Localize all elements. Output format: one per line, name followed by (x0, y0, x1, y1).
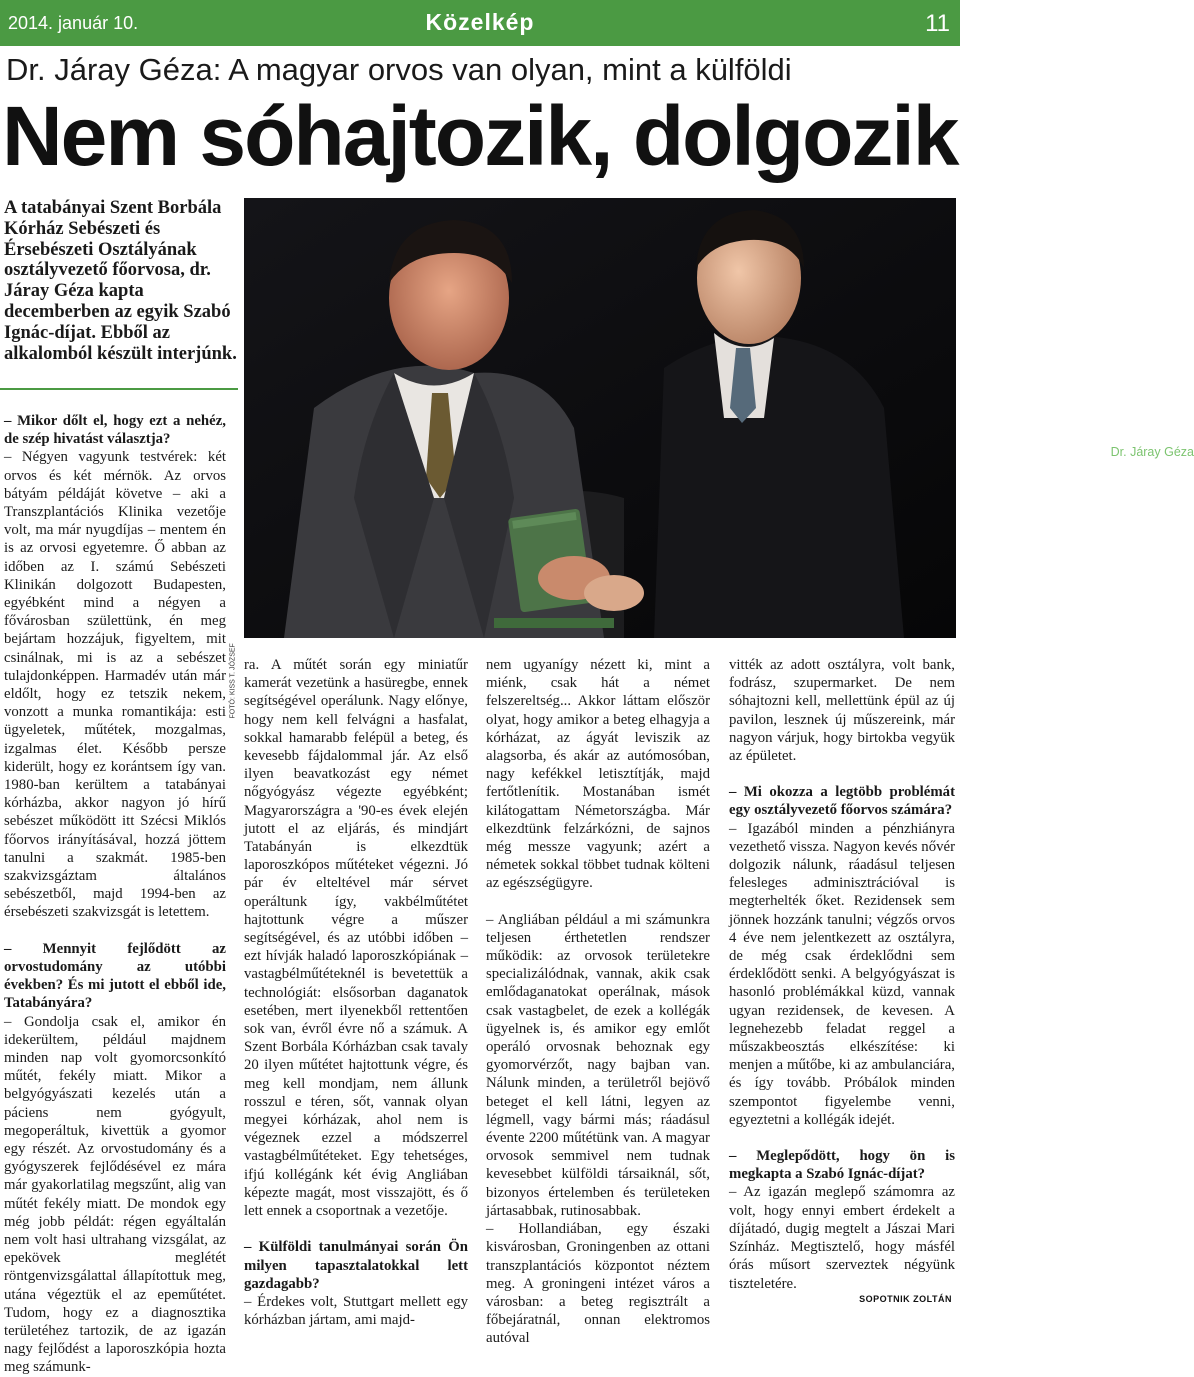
article-column-3 (486, 656, 710, 1348)
page-header-bar (0, 0, 960, 46)
photo-caption-text: átveszi a Szabó Ignác-díjat Schmidt Csaba polgármestertől (1087, 461, 1194, 523)
article-column-1 (4, 412, 226, 1377)
interview-question: – Mikor dőlt el, hogy ezt a nehéz, de szép hivatást választja? (4, 413, 226, 448)
photo-illustration (244, 198, 956, 638)
interview-question: – Mennyit fejlődött az orvostudomány az utóbbi években? És mi jutott el ebből ide, Tatabányára? (4, 940, 226, 1012)
interview-answer: – Angliában például a mi számunkra teljesen érthetetlen rendszer működik: az orvosok területekre specializálódnak, vannak, akik csak emlődaganatokat operálnak, mások csak vastagbelet, de ezek a kollégák ügyelnek is, és amikor egy emlőt operáló orvosnak behoznak egy gyomorvérzőt, nagy bajban van. Nálunk minden, a területről bejövő beteget el kell látni, legyen az légmell, vagy bármi más; ráadásul évente 2200 műtétünk van. A magyar orvosok semmivel nem tudnak kevesebbet külföldi társaiknál, sőt, bizonyos értelemben és területeken jártasabbak, rutinosabbak. (486, 911, 710, 1219)
interview-question: – Külföldi tanulmányai során Ön milyen tapasztalatokkal lett gazdagabb? (244, 1239, 468, 1292)
interview-question: – Mi okozza a legtöbb problémát egy osztályvezető főorvos számára? (729, 784, 955, 819)
article-column-2 (244, 656, 468, 1329)
interview-answer: nem ugyanígy nézett ki, mint a miénk, csak hát a német felszereltség... Akkor láttam először olyat, hogy amikor a beteg elhagyja a kórházat, az ágyát leviszik az alagsorba, és akár az autómosóban, nagy kefékkel letisztítják, majd fertőtlenítik. Mostanában ismét kilátogattam Németországba. Már elkezdtünk felzárkózni, de sajnos még messze vagyunk; azért a németek sokkal többet tudnak költeni az egészségügyre. (486, 657, 710, 892)
interview-answer: vitték az adott osztályra, volt bank, fodrász, szupermarket. De nem sóhajtozni kell, mellettünk épül az új pavilon, lesznek új műszereink, már nagyon várjuk, hogy birtokba vegyük az épületet. (729, 657, 955, 765)
interview-answer: – Hollandiában, egy északi kisvárosban, Groningenben az ottani transzplantációs központot néztem meg. A groningeni intézet város a városban: a beteg regisztrált a főbejáratnál, onnan elektromos autóval (486, 1221, 710, 1347)
interview-answer: – Érdekes volt, Stuttgart mellett egy kórházban jártam, ami majd- (244, 1293, 468, 1329)
article-author: SOPOTNIK ZOLTÁN (859, 1294, 952, 1304)
article-lead: A tatabányai Szent Borbála Kórház Sebészeti és Érsebészeti Osztályának osztályvezető főorvosa, dr. Járay Géza kapta decemberben az egyik Szabó Ignác-díjat. Ebből az alkalomból készült interjúnk. (4, 198, 237, 364)
issue-date: 2014. január 10. (8, 13, 139, 33)
article-column-4 (729, 656, 955, 1293)
article-kicker: Dr. Járay Géza: A magyar orvos van olyan, mint a külföldi (6, 52, 792, 87)
interview-answer: – Az igazán meglepő számomra az volt, hogy ennyi embert érdekelt a díjátadó, dugig megtelt a Jászai Mari Színház. Megtisztelő, hogy másfél órás műsort szerveztek négyünk tiszteletére. (729, 1184, 955, 1292)
photo-credit-text: FOTÓ: KISS T. JÓZSEF (229, 643, 237, 719)
interview-question: – Meglepődött, hogy ön is megkapta a Szabó Ignác-díjat? (729, 1148, 955, 1183)
photo-caption-name: Dr. Járay Géza (1110, 445, 1194, 459)
lead-divider (0, 388, 238, 390)
interview-answer: – Négyen vagyunk testvérek: két orvos és két mérnök. Az orvos bátyám példáját követve – aki a Transzplantációs Klinika vezetője volt, ma már nyugdíjas – mentem én is az orvosi egyetemre. Ő abban az időben az I. számú Sebészeti Klinikán dolgozott Budapesten, egyébként mind a négyen a fővárosban születtünk, én meg bejártam hozzájuk, figyeltem, mit csinálnak, mi is az a sebészet tulajdonképpen. Harmadév után már eldőlt, hogy ez tetszik nekem, vonzott a munka romantikája: esti ügyeletek, műtétek, mozgalmas, izgalmas élet. Később persze kiderült, hogy ez korántsem így van. 1980-ban kerültem a tatabányai kórházba, akkor nagyon jó hírű sebészet működött itt Szécsi Miklós főorvos irányításával, hozzá jöttem tanulni a szakmát. 1985-ben szakvizsgáztam általános sebészetből, majd 1994-ben az érsebészeti szakvizsgát is letettem. (4, 449, 226, 921)
section-title: Közelkép (425, 9, 535, 35)
interview-answer: – Gondolja csak el, amikor én idekerültem, például majdnem minden nap volt gyomorcsonkító műtét, fekély miatt. Mikor a belgyógyászati kezelés után a páciens nem gyógyult, megoperáltuk, kivettük a gyomor egy részét. Az orvostudomány és a gyógyszerek fejlődésével ez mára már gyakorlatilag megszűnt, alig van műtét fekély miatt. De mondok egy még jobb példát: régen egyáltalán nem volt hasi ultrahang vizsgálat, az epekövek meglétét röntgenvizsgálattal állapítottuk meg, utána végeztük el az epeműtétet. Tudom, hogy ez a diagnosztika területéhez tartozik, de az igazán nagy fejlődést a laporoszkópia hozta meg számunk- (4, 1013, 226, 1376)
interview-answer: – Igazából minden a pénzhiányra vezethető vissza. Nagyon kevés nővér dolgozik nálunk, ráadásul teljesen felesleges adminisztrációval is megterhelték őket. Rezidensek sem jönnek hozzánk tanulni; végzős orvos 4 éve nem jelentkezett az osztályra, de még csak érdeklődni sem érdeklődött senki. A belgyógyászat is hasonló problémákkal küzd, vannak ugyan rezidensek, de kevesen. A legnehezebb feladat reggel a műszakbeosztás elkészítése: ki menjen a műtőbe, ki az ambulanciára, és így tovább. Próbálok minden szempontot figyelembe venni, egyeztetni a kollégák idejét. (729, 820, 955, 1128)
photo-caption (1070, 444, 1194, 524)
page-number: 11 (925, 10, 950, 37)
award-photo (244, 198, 1194, 638)
interview-answer: ra. A műtét során egy miniatűr kamerát vezetünk a hasüregbe, ennek segítségével operálunk. Nagy előnye, hogy nem kell felvágni a hasfalat, sokkal hamarabb felépül a beteg, és kevesebb fájdalommal jár. Az első ilyen beavatkozást egy német nőgyógyász végezte egyébként; Magyarországra a '90-es évek elején jutott el az eljárás, és mindjárt Tatabányán is elkezdtük laporoszkópos műtéteket végezni. Jó pár év elteltével már sérvet operáltunk így, vakbélműtétet hajtottunk végre a műszer segítségével, és az utóbbi időben – ezt hívják haladó laporoszkópiának – vastagbélműtéteknél is bevetettük a technológiát: elsősorban daganatok esetében, mert ilyenekből rettentően sok van, évről évre nő a számuk. A Szent Borbála Kórházban csak tavaly 20 ilyen műtétet hajtottunk végre, és meg kell mondjam, nem állunk rosszul e téren, sőt, vannak olyan megyei kórházak, ahol nem is végeznek ezzel a módszerrel vastagbélműtéteket. Egy tehetséges, ifjú kollégánk két évig Angliában képezte magát, most visszajött, és ő lett ennek a csoportnak a vezetője. (244, 657, 468, 1220)
article-headline: Nem sóhajtozik, dolgozik (2, 89, 958, 183)
